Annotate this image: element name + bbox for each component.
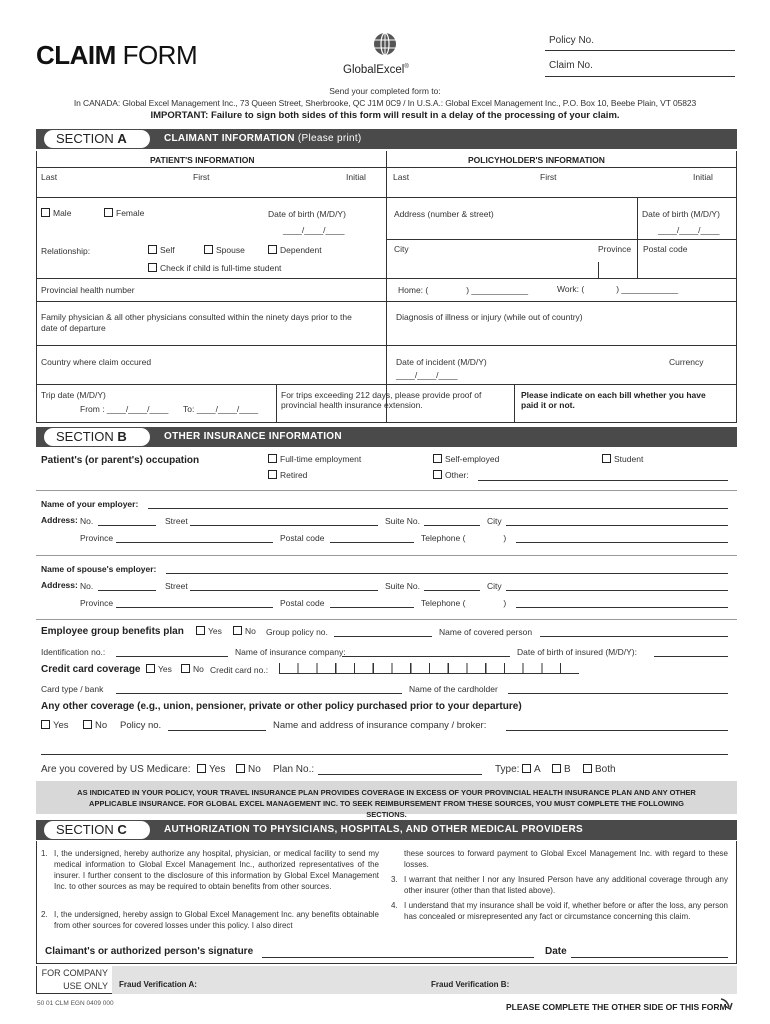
policy-no-line[interactable] xyxy=(545,50,735,51)
relationship-label: Relationship: xyxy=(41,246,91,256)
patient-info-heading: PATIENT'S INFORMATION xyxy=(150,155,255,165)
holder-province-label: Province xyxy=(598,244,632,254)
coverage-no-option[interactable]: No xyxy=(83,720,107,731)
card-type-label: Card type / bank xyxy=(41,684,104,694)
holder-initial-label: Initial xyxy=(693,172,713,182)
patient-first-label: First xyxy=(193,172,210,182)
province-label: Province xyxy=(80,533,114,543)
province-line[interactable] xyxy=(116,542,273,543)
spouse-address-label: Address: xyxy=(41,580,78,590)
dependent-option[interactable]: Dependent xyxy=(268,245,322,255)
credit-no-option[interactable]: No xyxy=(181,664,204,674)
plan-no-line[interactable] xyxy=(318,774,482,775)
dob-insured-label: Date of birth of insured (M/D/Y): xyxy=(517,647,637,657)
row-line xyxy=(36,278,737,279)
holder-first-label: First xyxy=(540,172,557,182)
type-b-option[interactable]: B xyxy=(552,764,571,775)
spouse-employer-line[interactable] xyxy=(166,573,728,574)
incident-label: Date of incident (M/D/Y) xyxy=(396,357,487,367)
spouse-province-line[interactable] xyxy=(116,607,273,608)
policy-no-label: Policy No. xyxy=(549,35,595,46)
policyholder-info-heading: POLICYHOLDER'S INFORMATION xyxy=(468,155,605,165)
row-line xyxy=(36,301,737,302)
section-a-header xyxy=(36,129,737,149)
group-yes-checkbox[interactable] xyxy=(196,626,205,635)
other-option[interactable]: Other: xyxy=(433,470,469,480)
holder-city-label: City xyxy=(394,244,409,254)
section-b-title: OTHER INSURANCE INFORMATION xyxy=(164,431,342,442)
physician-label: Family physician & all other physicians consulted within the ninety days prior to the date of departure xyxy=(41,312,352,333)
group-policy-label: Group policy no. xyxy=(266,627,328,637)
patient-initial-label: Initial xyxy=(346,172,366,182)
card-type-line[interactable] xyxy=(116,693,402,694)
full-time-option[interactable]: Full-time employment xyxy=(268,454,361,464)
street-line[interactable] xyxy=(190,525,378,526)
col-line xyxy=(637,239,638,278)
separator xyxy=(36,490,737,491)
section-c-header xyxy=(36,820,737,840)
credit-yes-checkbox[interactable] xyxy=(146,664,155,673)
telephone-label: Telephone ( ) xyxy=(421,533,507,543)
auth-item-2: 2. I, the undersigned, hereby assign to Global Excel Management Inc. any benefits obtainable from other sources for covered losses under this policy. I also direct xyxy=(41,910,379,930)
spouse-checkbox[interactable] xyxy=(204,245,213,254)
trip-from-field[interactable]: From : ____/____/____ xyxy=(80,404,169,414)
address-label: Address: xyxy=(41,515,78,525)
credit-no-label: Credit card no.: xyxy=(210,665,269,675)
patient-dob-label: Date of birth (M/D/Y) xyxy=(268,209,346,219)
date-label: Date xyxy=(545,946,567,957)
section-b-header xyxy=(36,427,737,447)
identification-label: Identification no.: xyxy=(41,647,106,657)
plan-no-label: Plan No.: xyxy=(273,764,315,775)
insurance-company-label: Name of insurance company: xyxy=(235,647,346,657)
group-policy-line[interactable] xyxy=(334,636,432,637)
notice-box xyxy=(36,781,737,819)
postal-label: Postal code xyxy=(280,533,325,543)
company-broker-line-2[interactable] xyxy=(41,754,728,755)
trip-date-label: Trip date (M/D/Y) xyxy=(41,390,106,400)
fraud-b-label: Fraud Verification B: xyxy=(431,980,510,989)
section-b-pill: SECTION B xyxy=(44,428,150,446)
medicare-yes-checkbox[interactable] xyxy=(197,764,206,773)
suite-label: Suite No. xyxy=(385,516,420,526)
holder-dob-label: Date of birth (M/D/Y) xyxy=(642,209,720,219)
form-title xyxy=(36,40,197,71)
coverage-policy-line[interactable] xyxy=(168,730,266,731)
female-checkbox[interactable] xyxy=(104,208,113,217)
spouse-telephone-line[interactable] xyxy=(516,607,728,608)
row-line xyxy=(386,239,737,240)
spouse-no-label: No. xyxy=(80,581,94,591)
city-line[interactable] xyxy=(506,525,728,526)
occupation-student-checkbox[interactable] xyxy=(602,454,611,463)
self-employed-option[interactable]: Self-employed xyxy=(433,454,499,464)
occupation-label: Patient's (or parent's) occupation xyxy=(41,455,200,466)
spouse-telephone-label: Telephone ( ) xyxy=(421,598,507,608)
credit-yes-option[interactable]: Yes xyxy=(146,664,172,674)
holder-last-label: Last xyxy=(393,172,410,182)
self-option[interactable]: Self xyxy=(148,245,175,255)
credit-no-checkbox[interactable] xyxy=(181,664,190,673)
retired-option[interactable]: Retired xyxy=(268,470,307,480)
incident-date-field[interactable]: ____/____/____ xyxy=(396,370,458,380)
spouse-suite-line[interactable] xyxy=(424,590,480,591)
coverage-yes-option[interactable]: Yes xyxy=(41,720,69,731)
fraud-a-label: Fraud Verification A: xyxy=(119,980,197,989)
auth-item-4: 4. I understand that my insurance shall be void if, whether before or after the loss, any person has concealed or misrepresented any fact or circumstance concerning this claim. xyxy=(391,901,728,921)
covered-person-label: Name of covered person xyxy=(439,627,533,637)
policy-no-label-b: Policy no. xyxy=(120,720,162,731)
spouse-employer-label: Name of spouse's employer: xyxy=(41,564,157,574)
insurance-company-line[interactable] xyxy=(342,656,510,657)
home-phone-field[interactable]: Home: ( ) ____________ xyxy=(398,285,529,295)
telephone-line[interactable] xyxy=(516,542,728,543)
trip-to-field[interactable]: To: ____/____/____ xyxy=(183,404,259,414)
credit-card-label: Credit card coverage xyxy=(41,664,141,675)
page-turn-arrow-icon xyxy=(719,997,735,1011)
complete-other-side: PLEASE COMPLETE THE OTHER SIDE OF THIS FORM xyxy=(506,1002,727,1012)
group-no-checkbox[interactable] xyxy=(233,626,242,635)
form-code: 50 01 CLM EGN 0409 000 xyxy=(37,1000,114,1007)
student-option[interactable]: Student xyxy=(602,454,643,464)
self-employed-checkbox[interactable] xyxy=(433,454,442,463)
employer-line[interactable] xyxy=(148,508,728,509)
other-coverage-label: Any other coverage (e.g., union, pensioner, private or other policy purchased prior to your departure) xyxy=(41,701,522,712)
auth-item-3: 3. I warrant that neither I nor any Insured Person have any additional coverage through any other insurer (other than that listed above). xyxy=(391,875,728,895)
spouse-option[interactable]: Spouse xyxy=(204,245,245,255)
no-line[interactable] xyxy=(98,525,156,526)
employer-label: Name of your employer: xyxy=(41,499,139,509)
self-checkbox[interactable] xyxy=(148,245,157,254)
postal-line[interactable] xyxy=(330,542,414,543)
spouse-postal-line[interactable] xyxy=(330,607,414,608)
title-bold: CLAIM xyxy=(36,40,116,70)
section-a-pill: SECTION A xyxy=(44,130,150,148)
female-option[interactable]: Female xyxy=(104,208,144,218)
section-a-title: CLAIMANT INFORMATION (Please print) xyxy=(164,133,362,144)
claim-no-line[interactable] xyxy=(545,76,735,77)
medicare-no-option[interactable]: No xyxy=(236,764,261,775)
covered-person-line[interactable] xyxy=(540,636,728,637)
spouse-street-line[interactable] xyxy=(190,590,378,591)
row-line xyxy=(36,345,737,346)
auth-item-1: 1. I, the undersigned, hereby authorize any hospital, physician, or medical facility to send my medical information to Global Excel Management Inc., authorized representatives of the insurer. I further consent to the disclosure of this information by Global Excel Management Inc. to other sources as may be required to obtain benefits from other sources. xyxy=(41,849,379,891)
country-label: Country where claim occured xyxy=(41,357,152,367)
globe-logo-icon xyxy=(373,32,397,56)
male-option[interactable]: Male xyxy=(41,208,71,218)
patient-dob-field[interactable]: ____/____/____ xyxy=(283,225,345,235)
spouse-city-line[interactable] xyxy=(506,590,728,591)
important-note: IMPORTANT: Failure to sign both sides of this form will result in a delay of the processing of your claim. xyxy=(150,110,620,121)
full-time-checkbox[interactable] xyxy=(268,454,277,463)
section-c-title: AUTHORIZATION TO PHYSICIANS, HOSPITALS, AND OTHER MEDICAL PROVIDERS xyxy=(164,824,584,835)
spouse-no-line[interactable] xyxy=(98,590,156,591)
title-light: FORM xyxy=(122,40,198,70)
group-no-option[interactable]: No xyxy=(233,626,256,636)
dependent-checkbox[interactable] xyxy=(268,245,277,254)
currency-label: Currency xyxy=(669,357,704,367)
section-a-divider xyxy=(386,151,387,423)
cardholder-line[interactable] xyxy=(508,693,728,694)
fraud-box xyxy=(112,966,737,994)
student-check-option[interactable]: Check if child is full-time student xyxy=(148,263,281,273)
type-label: Type: xyxy=(495,764,520,775)
medicare-yes-option[interactable]: Yes xyxy=(197,764,225,775)
cardholder-label: Name of the cardholder xyxy=(409,684,498,694)
medicare-no-checkbox[interactable] xyxy=(236,764,245,773)
date-line[interactable] xyxy=(571,957,728,958)
send-to-text: Send your completed form to: xyxy=(329,86,441,96)
other-line[interactable] xyxy=(478,480,728,481)
spouse-province-label: Province xyxy=(80,598,114,608)
male-checkbox[interactable] xyxy=(41,208,50,217)
claim-no-label: Claim No. xyxy=(549,60,593,71)
type-a-checkbox[interactable] xyxy=(522,764,531,773)
trips-note: For trips exceeding 212 days, please provide proof of provincial health insurance extension. xyxy=(281,390,482,410)
company-broker-line[interactable] xyxy=(506,730,728,731)
brand-name: GlobalExcel® xyxy=(343,64,409,76)
separator xyxy=(36,555,737,556)
holder-postal-label: Postal code xyxy=(643,244,688,254)
patient-last-label: Last xyxy=(41,172,58,182)
col-line xyxy=(276,384,277,423)
medicare-label: Are you covered by US Medicare: xyxy=(41,764,191,775)
suite-line[interactable] xyxy=(424,525,480,526)
city-label: City xyxy=(487,516,502,526)
retired-checkbox[interactable] xyxy=(268,470,277,479)
holder-address-label: Address (number & street) xyxy=(394,209,494,219)
street-label: Street xyxy=(165,516,188,526)
coverage-no-checkbox[interactable] xyxy=(83,720,92,729)
col-line xyxy=(637,197,638,239)
type-both-checkbox[interactable] xyxy=(583,764,592,773)
diagnosis-label: Diagnosis of illness or injury (while out of country) xyxy=(396,312,583,322)
coverage-yes-checkbox[interactable] xyxy=(41,720,50,729)
spouse-postal-label: Postal code xyxy=(280,598,325,608)
group-yes-option[interactable]: Yes xyxy=(196,626,222,636)
signature-line[interactable] xyxy=(262,957,534,958)
group-plan-label: Employee group benefits plan xyxy=(41,626,184,637)
type-a-option[interactable]: A xyxy=(522,764,541,775)
mailing-addresses: In CANADA: Global Excel Management Inc., 73 Queen Street, Sherbrooke, QC J1M 0C9 / In U.S.A.: Global Excel Management Inc., P.O. Box 10, Beebe Plain, VT 05823 xyxy=(73,98,697,108)
company-broker-label: Name and address of insurance company / broker: xyxy=(273,720,487,731)
signature-label: Claimant's or authorized person's signature xyxy=(45,946,254,957)
holder-dob-field[interactable]: ____/____/____ xyxy=(658,225,720,235)
no-label: No. xyxy=(80,516,94,526)
dob-insured-line[interactable] xyxy=(654,656,728,657)
health-number-label: Provincial health number xyxy=(41,285,135,295)
other-checkbox[interactable] xyxy=(433,470,442,479)
section-c-pill: SECTION C xyxy=(44,821,150,839)
spouse-street-label: Street xyxy=(165,581,188,591)
spouse-city-label: City xyxy=(487,581,502,591)
separator xyxy=(36,619,737,620)
identification-line[interactable] xyxy=(116,656,228,657)
auth-item-2-cont: these sources to forward payment to Global Excel Management Inc. with regard to these losses. xyxy=(404,849,728,869)
bill-note: Please indicate on each bill whether you have paid it or not. xyxy=(521,390,706,410)
col-line xyxy=(514,384,515,423)
type-both-option[interactable]: Both xyxy=(583,764,616,775)
type-b-checkbox[interactable] xyxy=(552,764,561,773)
col-line xyxy=(598,262,599,278)
work-phone-field[interactable]: Work: ( ) ____________ xyxy=(557,284,679,294)
notice-text: AS INDICATED IN YOUR POLICY, YOUR TRAVEL INSURANCE PLAN PROVIDES COVERAGE IN EXCESS OF YOUR PROVINCIAL HEALTH INSURANCE PLAN AND ANY OTHER APPLICABLE INSURANCE. FOR GLOBAL EXCEL MANAGEMENT INC. TO SEEK REIMBURSEMENT FROM THESE SOURCES, YOU MUST COMPLETE THE FOLLOWING SECTIONS. xyxy=(77,788,696,819)
row-line xyxy=(36,167,737,168)
row-line xyxy=(36,197,737,198)
spouse-suite-label: Suite No. xyxy=(385,581,420,591)
student-checkbox[interactable] xyxy=(148,263,157,272)
company-use-label: FOR COMPANY USE ONLY xyxy=(41,968,108,991)
row-line xyxy=(36,384,737,385)
credit-card-boxes[interactable] xyxy=(279,663,579,674)
